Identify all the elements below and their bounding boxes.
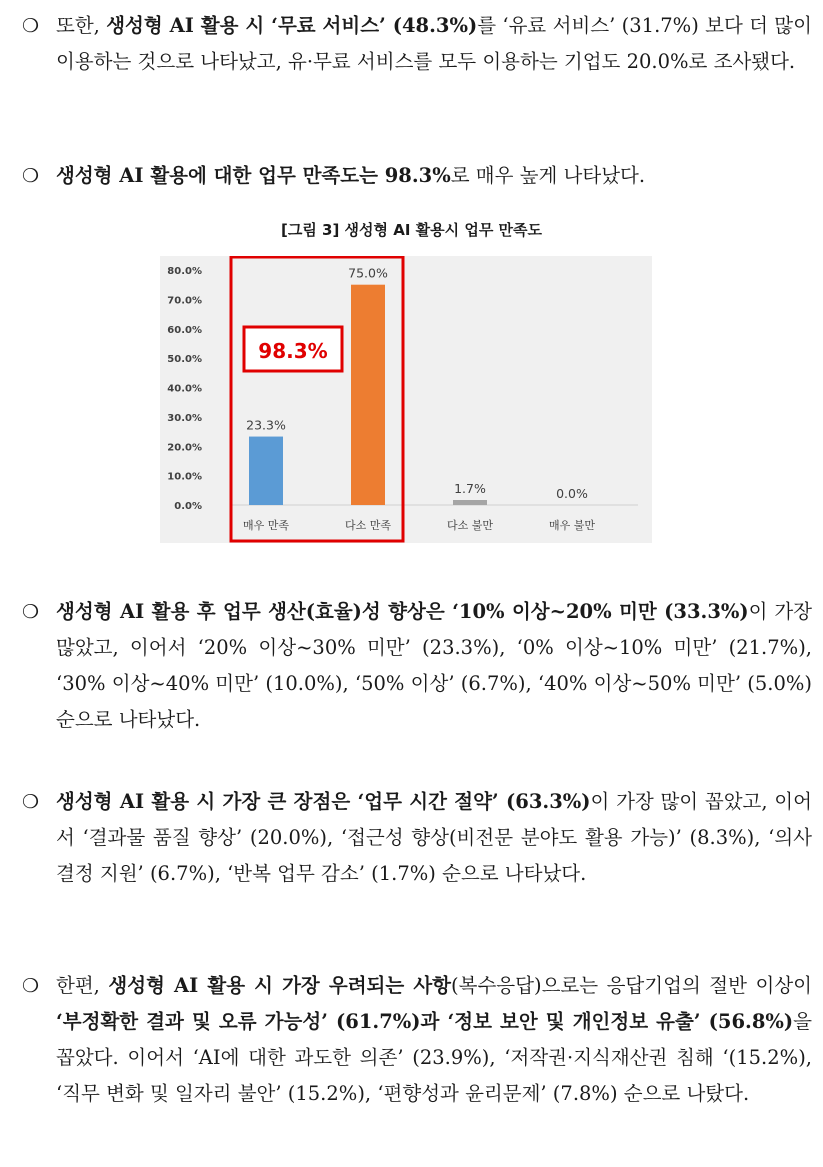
y-tick-label: 70.0% [167,295,202,307]
y-tick-label: 0.0% [174,501,202,512]
text-segment-bold: 생성형 AI 활용 시 가장 우려되는 사항 [108,974,451,997]
text-segment-bold: ‘부정확한 결과 및 오류 가능성’ (61.7%)과 ‘정보 보안 및 개인정보 유출’ (56.8%) [56,1010,794,1033]
bar-2 [351,285,385,505]
y-tick-label: 10.0% [167,471,202,483]
text-segment-bold: 생성형 AI 활용 후 업무 생산(효율)성 향상은 ‘10% 이상~20% 미만 (33.3%) [56,600,749,623]
paragraph-productivity [22,594,812,738]
paragraph-text [56,968,812,1112]
paragraph-satisfaction [22,158,812,194]
text-segment: (복수응답)으로는 응답기업의 절반 이상이 [451,974,812,997]
bullet-icon: ❍ [22,791,40,813]
figure-title: [그림 3] 생성형 AI 활용시 업무 만족도 [280,221,543,239]
bullet-icon: ❍ [22,165,40,187]
text-segment: 를 ‘유료 서비스’ (31.7%) 보다 더 많이 이용하는 것으로 나타났고, 유·무료 서비스를 모두 이용하는 기업도 20.0%로 조사됐다. [56,14,812,73]
y-tick-label: 60.0% [167,324,202,336]
paragraph-text [56,8,812,80]
paragraph-concerns [22,968,812,1112]
text-segment: 이 가장 많았고, 이어서 ‘20% 이상~30% 미만’ (23.3%), ‘0% 이상~10% 미만’ (21.7%), ‘30% 이상~40% 미만’ (10.0%), ‘50% 이상’ (6.7%), ‘40% 이상~50% 미만’ (5.0%) 순으로 나타났다. [56,600,813,731]
paragraph-text [56,594,812,738]
text-segment-bold: 생성형 AI 활용 시 가장 큰 장점은 ‘업무 시간 절약’ (63.3%) [56,790,591,813]
paragraph-text [56,158,812,194]
satisfaction-bar-chart [160,256,652,543]
y-tick-label: 50.0% [167,354,202,366]
x-category-label: 매우 만족 [242,519,290,532]
data-label: 23.3% [246,417,286,433]
bullet-icon: ❍ [22,975,40,997]
highlight-callout-text: 98.3% [258,339,328,363]
bullet-icon: ❍ [22,15,40,37]
text-segment: 또한, [56,14,107,37]
bullet-icon: ❍ [22,601,40,623]
data-label: 1.7% [454,481,486,497]
data-label: 0.0% [556,486,588,501]
x-category-label: 다소 불만 [446,519,494,532]
text-segment: 을 꼽았다. 이어서 ‘AI에 대한 과도한 의존’ (23.9%), ‘저작권·지식재산권 침해 ‘(15.2%), ‘직무 변화 및 일자리 불안’ (15.2%), ‘편향성과 윤리문제’ (7.8%) 순으로 나탔다. [56,1010,812,1105]
text-segment-bold: 생성형 AI 활용에 대한 업무 만족도는 98.3% [56,164,451,187]
y-tick-label: 30.0% [167,412,202,424]
text-segment-bold: 생성형 AI 활용 시 ‘무료 서비스’ (48.3%) [106,14,478,37]
y-tick-label: 40.0% [167,383,202,395]
x-category-label: 다소 만족 [344,519,392,532]
text-segment: 이 가장 많이 꼽았고, 이어서 ‘결과물 품질 향상’ (20.0%), ‘접근성 향상(비전문 분야도 활용 가능)’ (8.3%), ‘의사결정 지원’ (6.7%), ‘반복 업무 감소’ (1.7%) 순으로 나타났다. [56,790,812,885]
x-category-label: 매우 불만 [548,519,596,532]
paragraph-text [56,784,812,892]
y-tick-label: 80.0% [167,266,202,277]
bar-3 [453,500,487,505]
paragraph-free-service [22,8,812,80]
bar-1 [249,437,283,505]
y-tick-label: 20.0% [167,442,202,454]
text-segment: 한편, [56,974,109,997]
text-segment: 로 매우 높게 나타났다. [450,164,646,187]
data-label: 75.0% [348,265,388,281]
paragraph-advantages [22,784,812,892]
